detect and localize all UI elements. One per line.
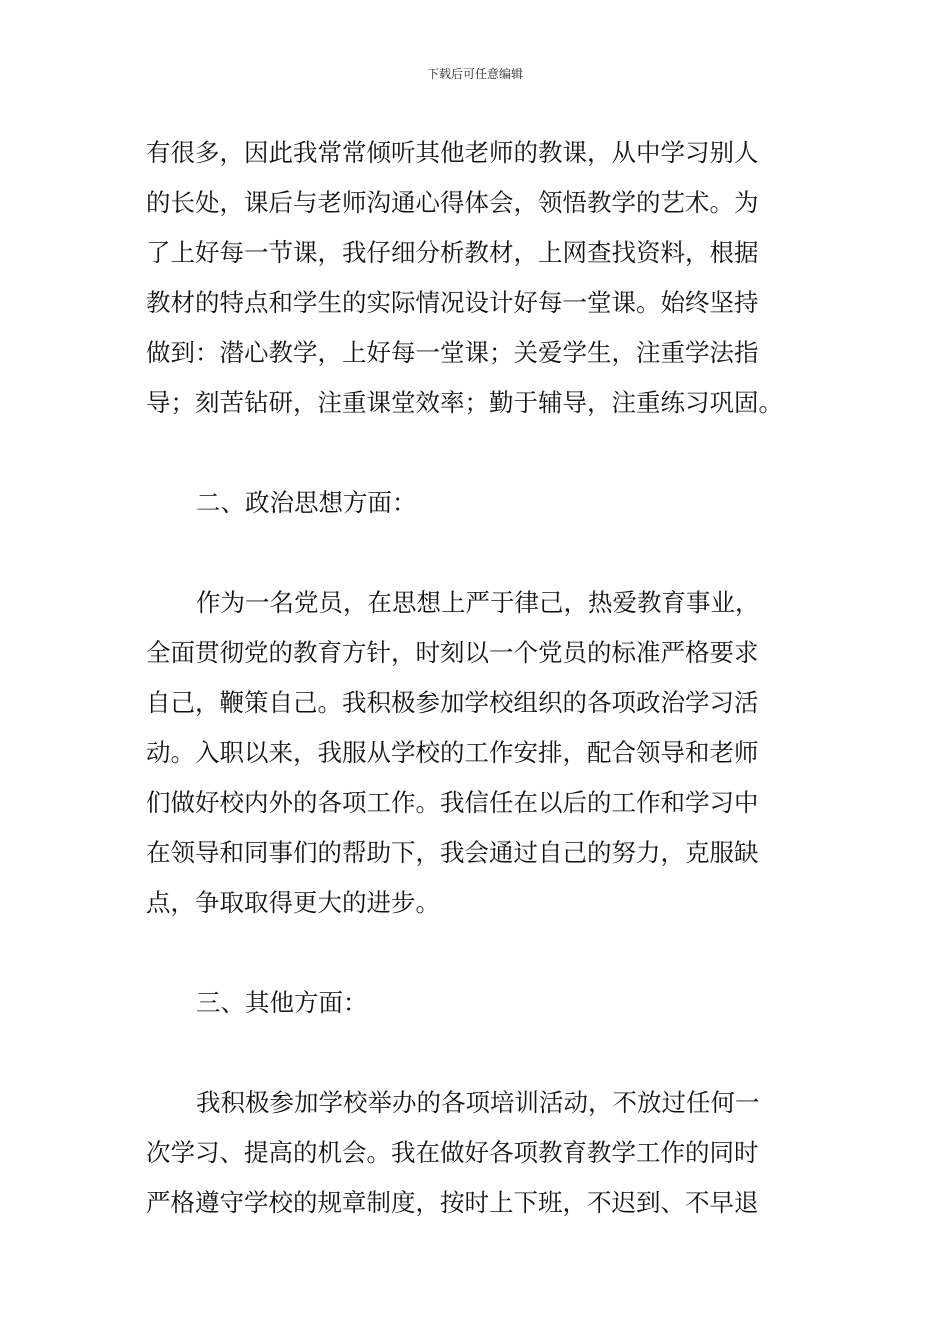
text-line: 自己，鞭策自己。我积极参加学校组织的各项政治学习活 bbox=[146, 688, 759, 717]
text-line: 点，争取取得更大的进步。 bbox=[146, 888, 440, 917]
text-line: 全面贯彻党的教育方针，时刻以一个党员的标准严格要求 bbox=[146, 638, 759, 667]
paragraph-other bbox=[146, 1078, 811, 1228]
text-line: 做到：潜心教学，上好每一堂课；关爱学生，注重学法指 bbox=[146, 338, 759, 367]
paragraph-spacer bbox=[146, 528, 811, 578]
paragraph-teaching bbox=[146, 128, 811, 428]
text-line: 的长处，课后与老师沟通心得体会，领悟教学的艺术。为 bbox=[146, 188, 759, 217]
text-line: 教材的特点和学生的实际情况设计好每一堂课。始终坚持 bbox=[146, 288, 759, 317]
section-heading-political: 二、政治思想方面： bbox=[196, 488, 417, 517]
text-line: 在领导和同事们的帮助下，我会通过自己的努力，克服缺 bbox=[146, 838, 759, 867]
paragraph-spacer bbox=[146, 428, 811, 478]
text-line: 了上好每一节课，我仔细分析教材，上网查找资料，根据 bbox=[146, 238, 759, 267]
paragraph-spacer bbox=[146, 928, 811, 978]
text-line: 严格遵守学校的规章制度，按时上下班，不迟到、不早退 bbox=[146, 1188, 759, 1217]
text-line: 作为一名党员，在思想上严于律己，热爱教育事业， bbox=[196, 588, 760, 617]
paragraph-political bbox=[146, 578, 811, 928]
text-line: 导；刻苦钻研，注重课堂效率；勤于辅导，注重练习巩固。 bbox=[146, 388, 783, 417]
page-header: 下载后可任意编辑 bbox=[426, 67, 523, 81]
text-line: 次学习、提高的机会。我在做好各项教育教学工作的同时 bbox=[146, 1138, 759, 1167]
paragraph-spacer bbox=[146, 1028, 811, 1078]
text-line: 有很多，因此我常常倾听其他老师的教课，从中学习别人 bbox=[146, 138, 759, 167]
section-heading-other: 三、其他方面： bbox=[196, 988, 368, 1017]
text-line: 动。入职以来，我服从学校的工作安排，配合领导和老师 bbox=[146, 738, 759, 767]
text-line: 们做好校内外的各项工作。我信任在以后的工作和学习中 bbox=[146, 788, 759, 817]
document-body bbox=[146, 128, 811, 1228]
text-line: 我积极参加学校举办的各项培训活动，不放过任何一 bbox=[196, 1088, 760, 1117]
